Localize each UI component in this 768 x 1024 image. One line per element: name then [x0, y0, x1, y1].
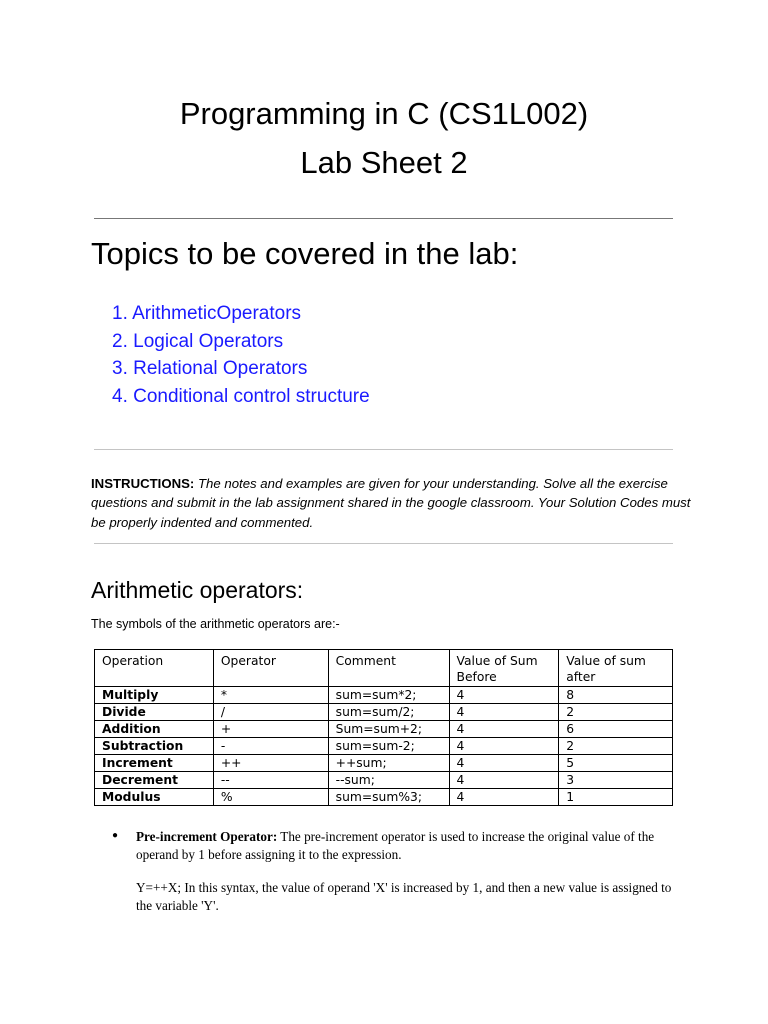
pre-increment-example: Y=++X; In this syntax, the value of operand 'X' is increased by 1, and then a new value is assigned to the variable 'Y'.	[136, 880, 672, 913]
table-row	[95, 789, 673, 806]
value-after-cell: 5	[559, 755, 673, 772]
value-after-cell: 2	[559, 704, 673, 721]
comment-cell: ++sum;	[328, 755, 449, 772]
operation-cell: Decrement	[95, 772, 214, 789]
topics-list	[112, 300, 370, 410]
operation-cell: Modulus	[95, 789, 214, 806]
divider	[94, 218, 673, 219]
document-title: Programming in C (CS1L002)	[179, 96, 589, 131]
operation-cell: Subtraction	[95, 738, 214, 755]
document-subtitle: Lab Sheet 2	[300, 145, 468, 180]
value-after-cell: 8	[559, 687, 673, 704]
pre-increment-definition	[136, 828, 676, 864]
value-after-cell: 2	[559, 738, 673, 755]
column-header: Value of Sum Before	[449, 650, 559, 687]
comment-cell: sum=sum%3;	[328, 789, 449, 806]
pre-increment-term: Pre-increment Operator:	[136, 829, 278, 844]
operator-cell: /	[213, 704, 328, 721]
column-header: Comment	[328, 650, 449, 687]
operation-cell: Increment	[95, 755, 214, 772]
table-row	[95, 755, 673, 772]
divider	[94, 543, 673, 544]
column-header: Value of sum after	[559, 650, 673, 687]
value-after-cell: 3	[559, 772, 673, 789]
table-header-row	[95, 650, 673, 687]
pre-increment-text: The pre-increment operator is used to increase the original value of the operand by 1 before assigning it to the expression.	[136, 829, 655, 862]
operation-cell: Addition	[95, 721, 214, 738]
operation-cell: Divide	[95, 704, 214, 721]
table-row	[95, 772, 673, 789]
value-before-cell: 4	[449, 721, 559, 738]
operator-cell: --	[213, 772, 328, 789]
value-before-cell: 4	[449, 789, 559, 806]
value-after-cell: 6	[559, 721, 673, 738]
divider	[94, 449, 673, 450]
instructions-text: The notes and examples are given for your understanding. Solve all the exercise questions and submit in the lab assignment shared in the google classroom. Your Solution Codes must be properly indented and commented.	[91, 476, 691, 530]
arithmetic-operators-table	[94, 649, 673, 806]
value-before-cell: 4	[449, 755, 559, 772]
value-before-cell: 4	[449, 687, 559, 704]
operator-cell: -	[213, 738, 328, 755]
value-after-cell: 1	[559, 789, 673, 806]
operator-cell: *	[213, 687, 328, 704]
operator-cell: ++	[213, 755, 328, 772]
value-before-cell: 4	[449, 738, 559, 755]
topic-item: 1. ArithmeticOperators	[112, 303, 302, 324]
comment-cell: sum=sum-2;	[328, 738, 449, 755]
topics-heading: Topics to be covered in the lab:	[91, 236, 519, 271]
comment-cell: --sum;	[328, 772, 449, 789]
column-header: Operator	[213, 650, 328, 687]
table-row	[95, 738, 673, 755]
operator-cell: %	[213, 789, 328, 806]
topic-item: 2. Logical Operators	[112, 330, 284, 352]
instructions-block	[91, 474, 691, 532]
topic-item: 3. Relational Operators	[112, 358, 308, 379]
comment-cell: sum=sum*2;	[328, 687, 449, 704]
bullet-icon: ●	[112, 830, 119, 841]
instructions-label: INSTRUCTIONS:	[91, 476, 195, 491]
value-before-cell: 4	[449, 772, 559, 789]
topic-item: 4. Conditional control structure	[112, 385, 370, 407]
table-row	[95, 721, 673, 738]
column-header: Operation	[95, 650, 214, 687]
table-row	[95, 687, 673, 704]
operator-cell: +	[213, 721, 328, 738]
arithmetic-heading: Arithmetic operators:	[91, 577, 304, 603]
pre-increment-notes	[136, 828, 676, 915]
comment-cell: Sum=sum+2;	[328, 721, 449, 738]
value-before-cell: 4	[449, 704, 559, 721]
arithmetic-intro: The symbols of the arithmetic operators are:-	[91, 617, 340, 631]
comment-cell: sum=sum/2;	[328, 704, 449, 721]
table-row	[95, 704, 673, 721]
operation-cell: Multiply	[95, 687, 214, 704]
